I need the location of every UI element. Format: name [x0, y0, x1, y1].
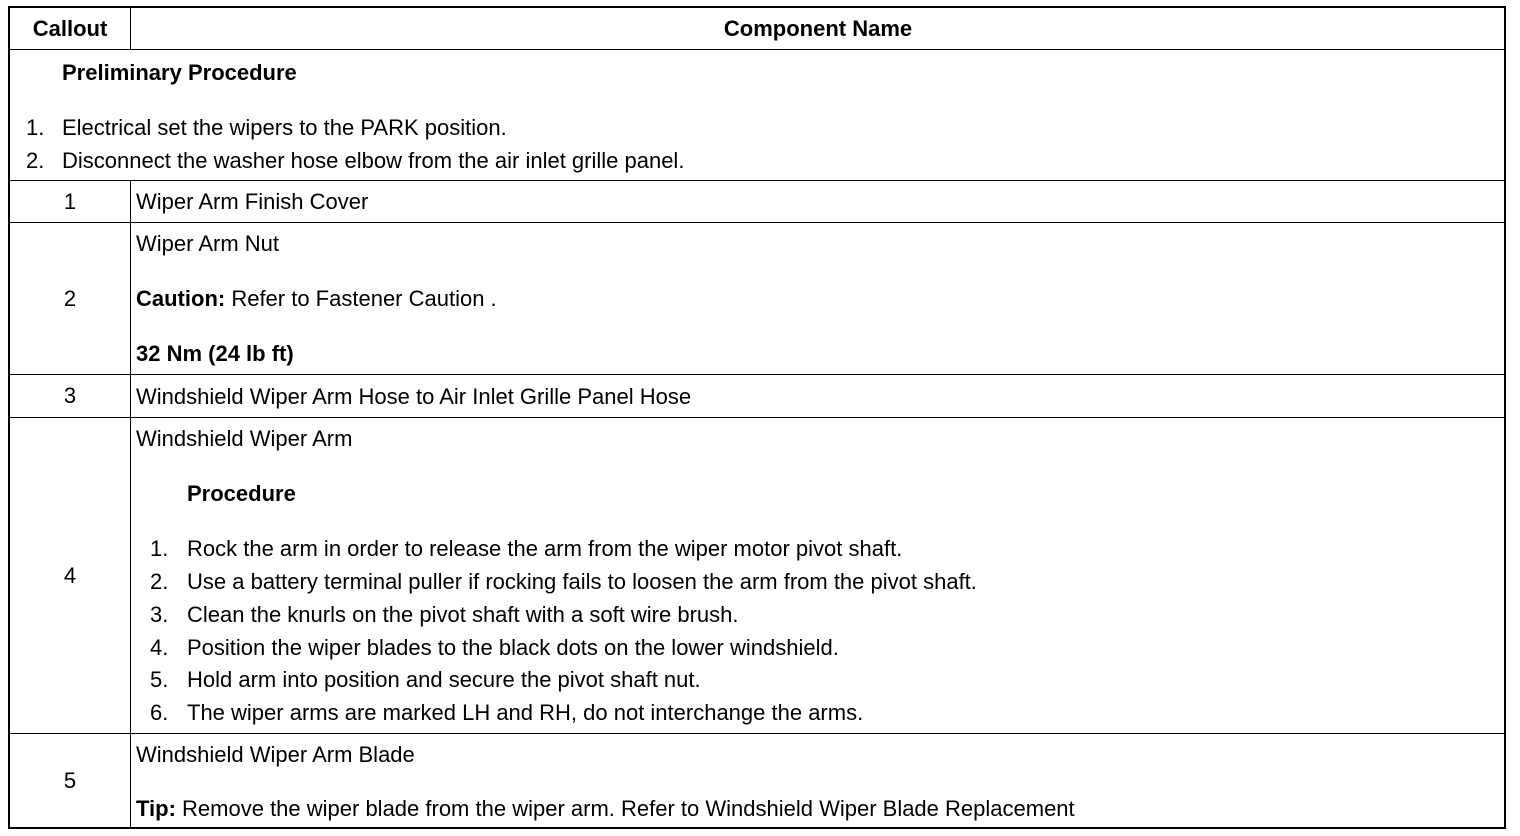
- header-component-name: Component Name: [723, 15, 913, 41]
- procedure-step-1: Rock the arm in order to release the arm from the wiper motor pivot shaft.: [187, 536, 903, 561]
- callout-cell: 4: [10, 418, 131, 733]
- step-number: 1.: [26, 115, 45, 140]
- caution-label: Caution:: [136, 286, 226, 311]
- table-row: [10, 417, 1504, 733]
- step-number: 6.: [150, 700, 169, 725]
- callout-cell: 1: [10, 181, 131, 222]
- component-name: Windshield Wiper Arm Hose to Air Inlet Grille Panel Hose: [136, 384, 692, 409]
- procedure-step-5: Hold arm into position and secure the pivot shaft nut.: [187, 667, 701, 692]
- callout-cell: 3: [10, 375, 131, 417]
- callout-cell: 5: [10, 734, 131, 827]
- procedure-title: Procedure: [187, 481, 296, 506]
- step-number: 2.: [150, 569, 169, 594]
- table-header: [10, 8, 1504, 49]
- table-row: [10, 733, 1504, 827]
- preliminary-title: Preliminary Procedure: [62, 60, 297, 85]
- tip-text: Remove the wiper blade from the wiper arm. Refer to Windshield Wiper Blade Replacement: [175, 796, 1075, 821]
- step-number: 5.: [150, 667, 169, 692]
- callout-cell: 2: [10, 223, 131, 374]
- component-table: [8, 6, 1506, 829]
- procedure-step-6: The wiper arms are marked LH and RH, do not interchange the arms.: [187, 700, 864, 725]
- table-row: [10, 180, 1504, 222]
- component-name-cell: [132, 375, 1504, 417]
- component-name: Wiper Arm Nut: [136, 231, 280, 256]
- component-name: Windshield Wiper Arm Blade: [136, 742, 415, 767]
- component-name: Windshield Wiper Arm: [136, 426, 353, 451]
- component-name-cell: [132, 223, 1504, 374]
- preliminary-step-2: Disconnect the washer hose elbow from the air inlet grille panel.: [62, 148, 685, 173]
- component-name-cell: [132, 418, 1504, 733]
- tip-label: Tip:: [136, 796, 176, 821]
- step-number: 4.: [150, 635, 169, 660]
- caution-note: [136, 286, 497, 312]
- caution-text: Refer to Fastener Caution .: [225, 286, 497, 311]
- component-name-cell: [132, 181, 1504, 222]
- component-name: Wiper Arm Finish Cover: [136, 189, 369, 214]
- table-row: [10, 374, 1504, 417]
- table-row: [10, 222, 1504, 374]
- preliminary-step-1: Electrical set the wipers to the PARK position.: [62, 115, 507, 140]
- component-name-cell: [132, 734, 1504, 827]
- tip-note: [136, 796, 1075, 822]
- procedure-step-2: Use a battery terminal puller if rocking fails to loosen the arm from the pivot shaft.: [187, 569, 977, 594]
- procedure-step-4: Position the wiper blades to the black dots on the lower windshield.: [187, 635, 839, 660]
- torque-spec: 32 Nm (24 lb ft): [136, 341, 294, 366]
- preliminary-procedure: [10, 49, 1504, 180]
- step-number: 1.: [150, 536, 169, 561]
- step-number: 2.: [26, 148, 45, 173]
- procedure-step-3: Clean the knurls on the pivot shaft with a soft wire brush.: [187, 602, 739, 627]
- header-callout: Callout: [10, 8, 131, 49]
- step-number: 3.: [150, 602, 169, 627]
